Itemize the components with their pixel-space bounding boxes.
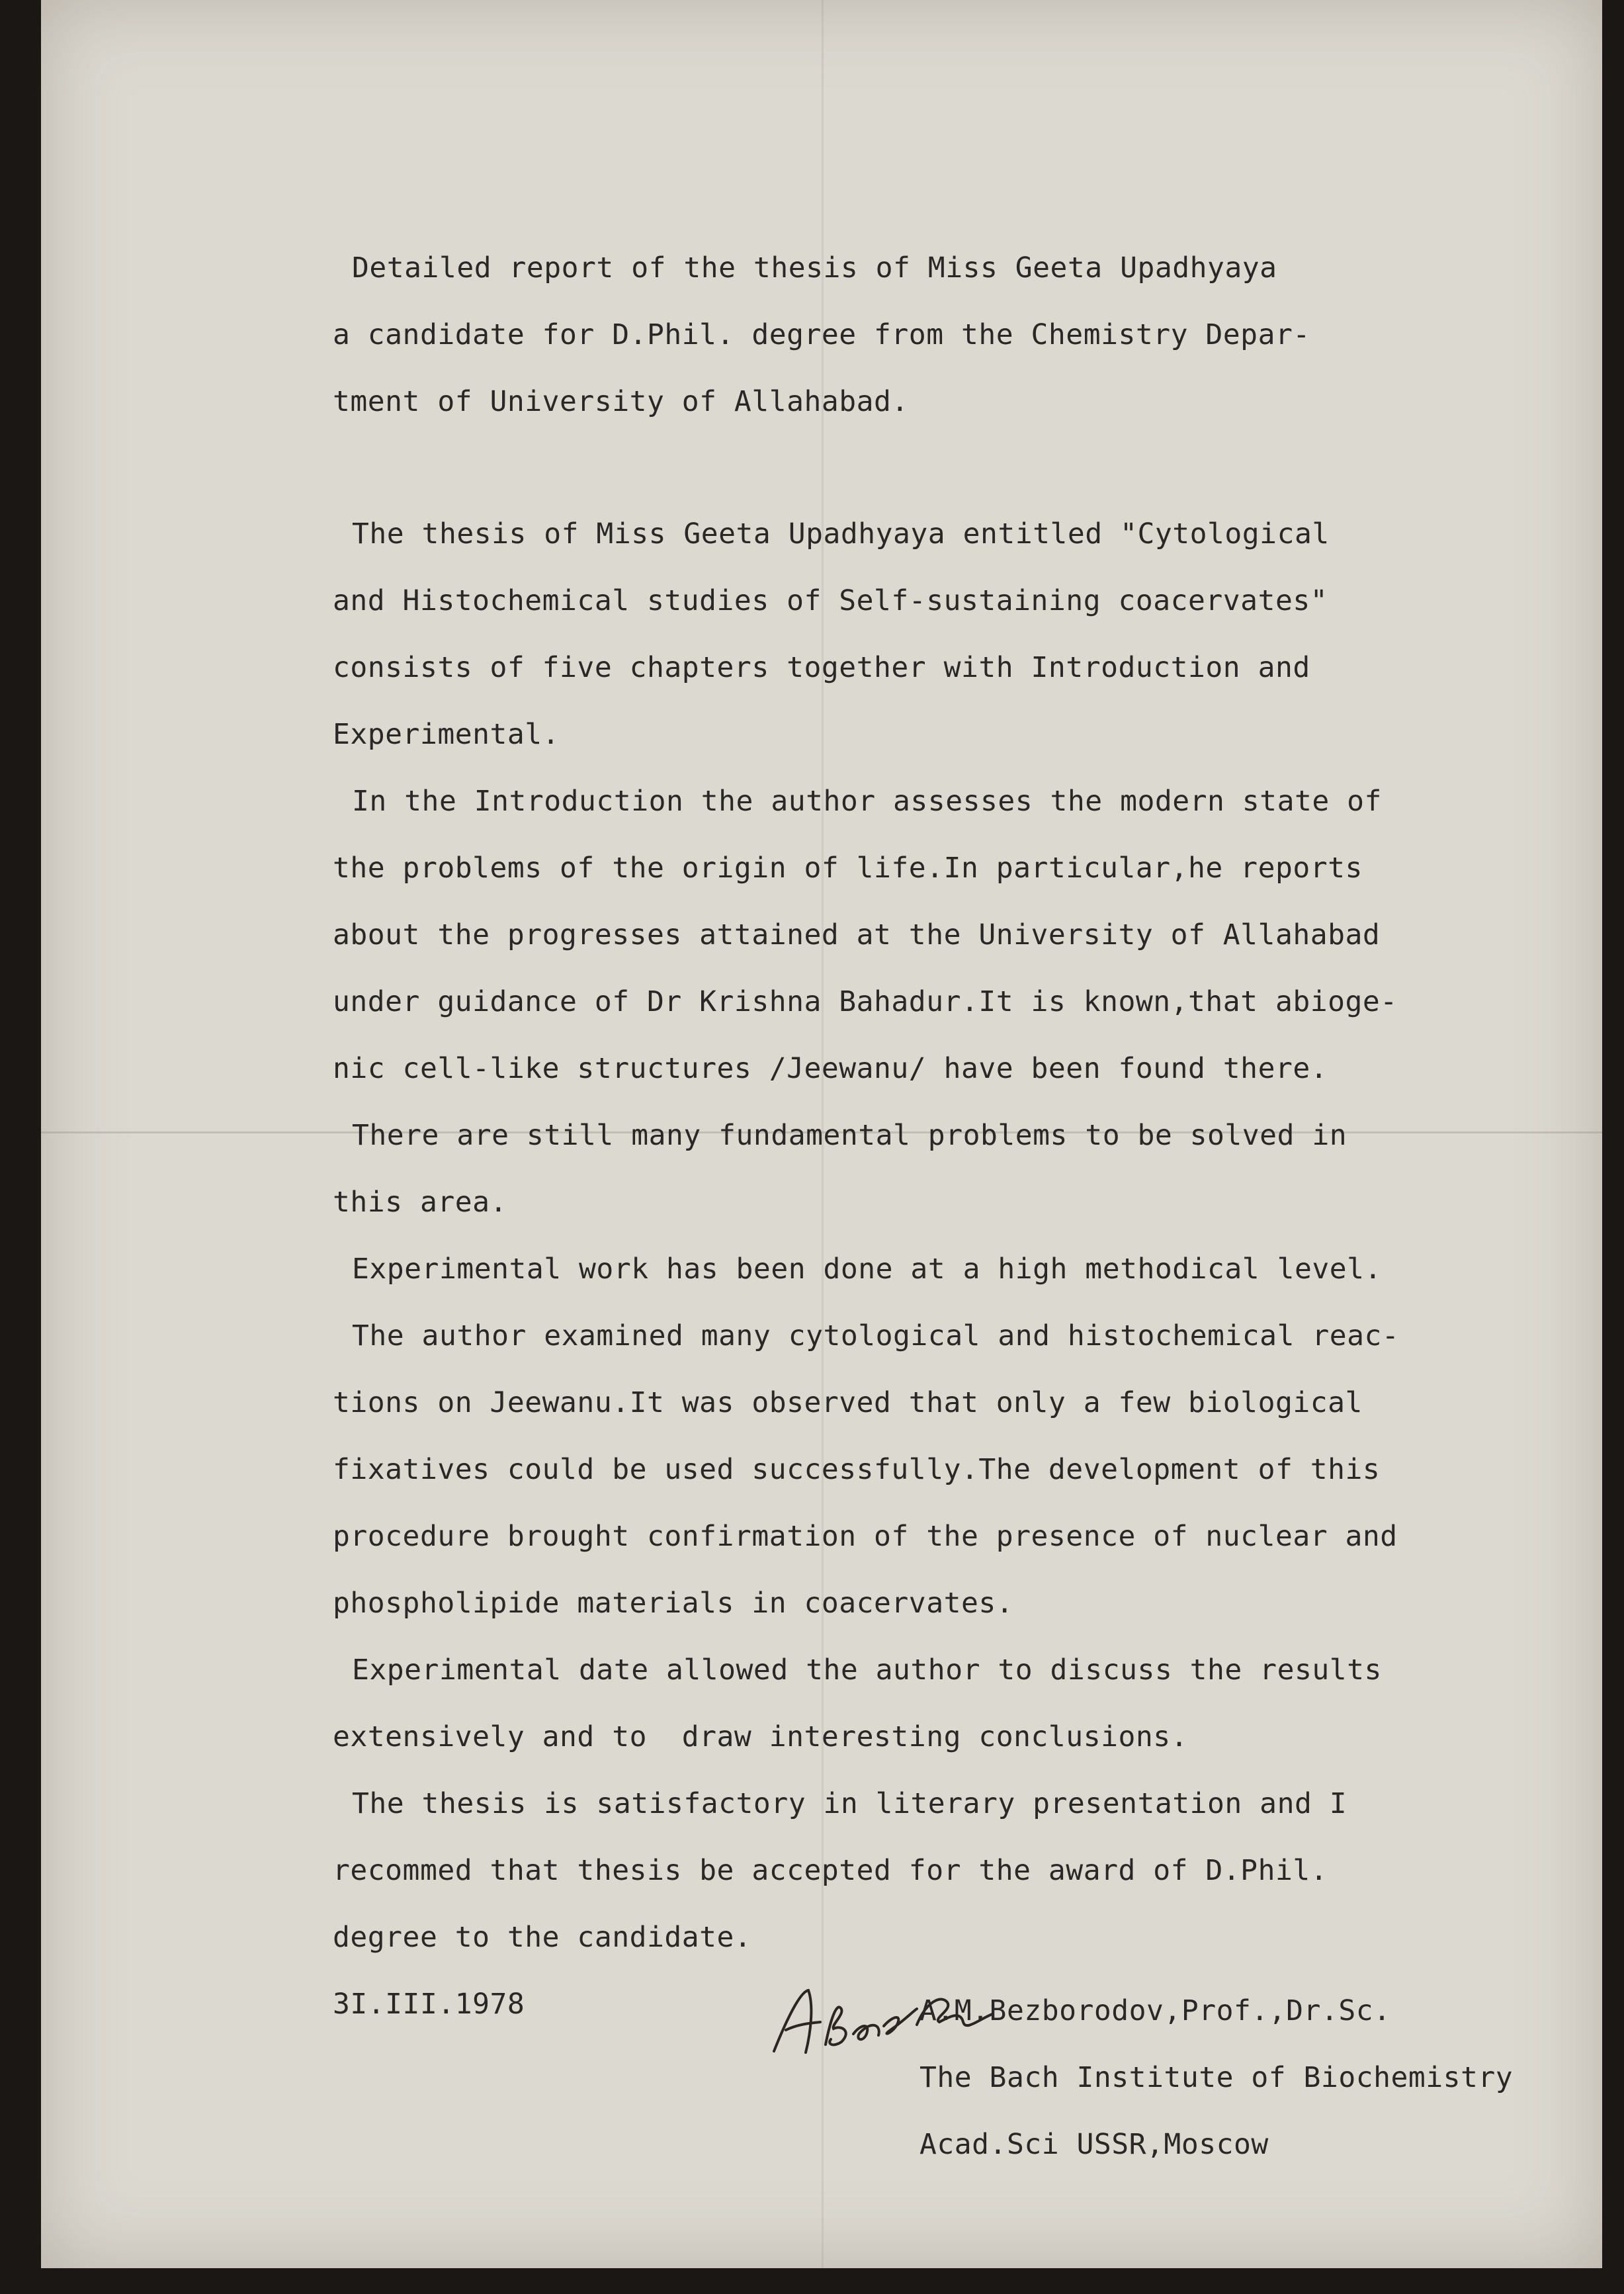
body-line-22: degree to the candidate. xyxy=(333,1921,752,1954)
body-line-10: There are still many fundamental problems to be solved in xyxy=(352,1119,1347,1152)
body-line-21: recommed that thesis be accepted for the award of D.Phil. xyxy=(333,1854,1328,1887)
document-date: 3I.III.1978 xyxy=(333,1988,525,2021)
body-line-14: tions on Jeewanu.It was observed that only a few biological xyxy=(333,1386,1363,1419)
body-line-1: The thesis of Miss Geeta Upadhyaya entitled "Cytological xyxy=(352,517,1330,551)
signatory-name: A.M.Bezborodov,Prof.,Dr.Sc. xyxy=(919,1994,1391,2027)
body-line-16: procedure brought confirmation of the presence of nuclear and xyxy=(333,1520,1398,1553)
body-line-9: nic cell-like structures /Jeewanu/ have been found there. xyxy=(333,1052,1328,1085)
body-line-2: and Histochemical studies of Self-sustaining coacervates" xyxy=(333,584,1328,617)
body-line-3: consists of five chapters together with Introduction and xyxy=(333,651,1310,684)
body-line-11: this area. xyxy=(333,1186,507,1219)
body-line-8: under guidance of Dr Krishna Bahadur.It is known,that abioge- xyxy=(333,985,1398,1018)
body-line-6: the problems of the origin of life.In particular,he reports xyxy=(333,852,1363,885)
body-line-5: In the Introduction the author assesses the modern state of xyxy=(352,785,1382,818)
heading-line-1: Detailed report of the thesis of Miss Geeta Upadhyaya xyxy=(352,251,1277,285)
body-line-19: extensively and to draw interesting conclusions. xyxy=(333,1720,1189,1753)
body-line-17: phospholipide materials in coacervates. xyxy=(333,1587,1014,1620)
signatory-institute: The Bach Institute of Biochemistry xyxy=(919,2061,1514,2094)
body-line-4: Experimental. xyxy=(333,718,560,751)
heading-line-2: a candidate for D.Phil. degree from the Chemistry Depar- xyxy=(333,318,1310,351)
signatory-academy: Acad.Sci USSR,Moscow xyxy=(919,2128,1269,2161)
body-line-18: Experimental date allowed the author to discuss the results xyxy=(352,1654,1382,1687)
body-line-15: fixatives could be used successfully.The development of this xyxy=(333,1453,1381,1486)
body-line-12: Experimental work has been done at a high methodical level. xyxy=(352,1253,1382,1286)
body-line-13: The author examined many cytological and histochemical reac- xyxy=(352,1319,1400,1352)
body-line-7: about the progresses attained at the University of Allahabad xyxy=(333,918,1381,951)
heading-line-3: tment of University of Allahabad. xyxy=(333,385,909,418)
body-line-20: The thesis is satisfactory in literary presentation and I xyxy=(352,1787,1347,1820)
